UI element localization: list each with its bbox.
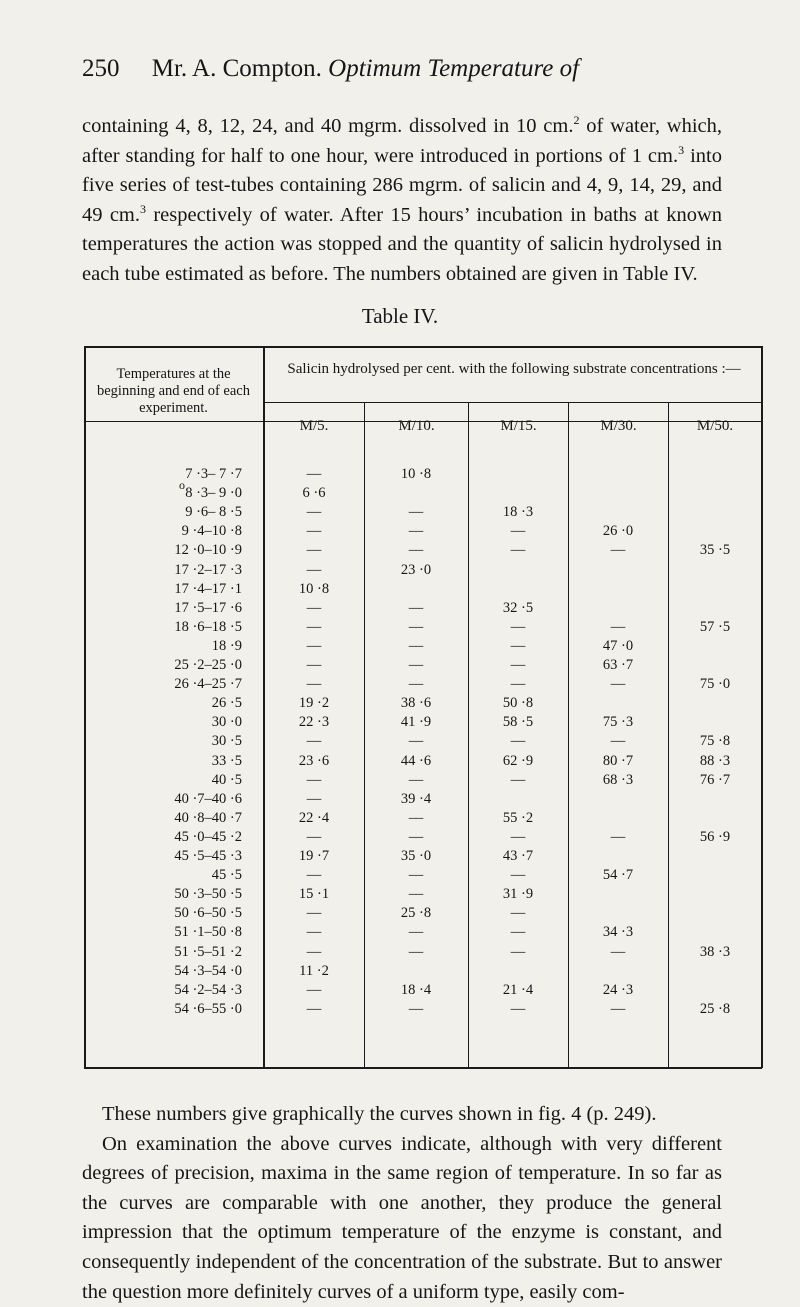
value-cell: 43 ·7 <box>502 848 534 864</box>
paragraph: These numbers give graphically the curves shown in fig. 4 (p. 249). <box>102 1103 657 1125</box>
temperature-cell: 45 ·0–45 ·2 <box>174 828 242 845</box>
value-cell: — <box>610 618 626 635</box>
value-cell: — <box>408 828 424 845</box>
temperature-cell: 8 ·3– 9 ·0 <box>185 485 242 502</box>
temperature-cell: 26 ·5 <box>211 695 242 712</box>
value-cell: — <box>408 733 424 750</box>
table-right-rule <box>761 346 763 1068</box>
column-header: M/5. <box>299 418 329 434</box>
group-header-rule <box>263 402 762 403</box>
column-header: M/15. <box>500 418 537 434</box>
value-cell: 57 ·5 <box>699 618 731 635</box>
value-cell: 10 ·8 <box>298 580 330 597</box>
value-cell: — <box>306 542 322 559</box>
value-cell: — <box>306 523 322 540</box>
value-cell: — <box>408 943 424 960</box>
temperature-cell: 17 ·2–17 ·3 <box>174 561 242 578</box>
value-cell: 44 ·6 <box>400 752 432 769</box>
temperature-cell: 40 ·5 <box>211 771 242 788</box>
value-cell: — <box>306 504 322 521</box>
temperature-cell: 45 ·5–45 ·3 <box>174 848 242 864</box>
value-cell: 38 ·3 <box>699 943 731 960</box>
temperature-cell: 17 ·4–17 ·1 <box>174 580 242 597</box>
value-cell: — <box>408 637 424 654</box>
value-cell: — <box>510 637 526 654</box>
temperature-cell: 30 ·0 <box>211 714 242 731</box>
value-cell: 55 ·2 <box>502 809 534 826</box>
temperature-cell: 9 ·6– 8 ·5 <box>185 504 242 521</box>
temperature-cell: 40 ·7–40 ·6 <box>174 790 242 807</box>
value-cell: — <box>306 1000 322 1017</box>
value-cell: 11 ·2 <box>299 962 329 979</box>
value-cell: — <box>306 981 322 998</box>
intro-text-2: of water, which, after standing for half to one hour, were introduced in portions of 1 cm. <box>82 115 722 167</box>
column-rule <box>568 402 569 1068</box>
value-cell: 54 ·7 <box>602 867 634 884</box>
value-cell: — <box>408 504 424 521</box>
value-cell: — <box>510 828 526 845</box>
value-cell: — <box>306 599 322 616</box>
value-cell: 76 ·7 <box>699 771 731 788</box>
value-cell: — <box>306 867 322 884</box>
value-cell: — <box>610 733 626 750</box>
value-cell: 88 ·3 <box>699 752 731 769</box>
value-cell: 80 ·7 <box>602 752 634 769</box>
value-cell: 39 ·4 <box>400 790 432 807</box>
value-cell: 6 ·6 <box>302 485 326 502</box>
temperature-cell: 54 ·3–54 ·0 <box>174 962 242 979</box>
table-top-rule <box>84 346 762 348</box>
value-cell: 62 ·9 <box>502 752 534 769</box>
temperature-cell: 50 ·3–50 ·5 <box>174 886 242 903</box>
value-cell: — <box>408 771 424 788</box>
superscript: 3 <box>140 201 146 216</box>
value-cell: 25 ·8 <box>699 1000 731 1017</box>
value-cell: — <box>408 618 424 635</box>
data-table <box>84 346 762 1068</box>
value-cell: — <box>306 618 322 635</box>
superscript: 2 <box>573 113 580 127</box>
value-cell: 19 ·2 <box>298 695 330 712</box>
temperature-cell: 54 ·6–55 ·0 <box>174 1000 242 1017</box>
value-cell: 21 ·4 <box>502 981 534 998</box>
value-cell: — <box>408 542 424 559</box>
temperature-cell: 18 ·9 <box>211 637 242 654</box>
value-cell: 68 ·3 <box>602 771 634 788</box>
value-cell: — <box>408 809 424 826</box>
column-rule <box>668 402 669 1068</box>
value-cell: 15 ·1 <box>298 886 330 903</box>
value-cell: — <box>408 599 424 616</box>
value-cell: 31 ·9 <box>502 886 534 903</box>
value-cell: — <box>510 523 526 540</box>
column-rule <box>468 402 469 1068</box>
column-rule <box>364 402 365 1068</box>
group-header: Salicin hydrolysed per cent. with the following substrate concentrations :— <box>287 361 741 377</box>
value-cell: — <box>610 828 626 845</box>
table-bottom-rule <box>84 1067 762 1069</box>
value-cell: — <box>306 905 322 922</box>
temperature-cell: 40 ·8–40 ·7 <box>174 809 242 826</box>
intro-paragraph <box>82 112 722 290</box>
value-cell: — <box>510 943 526 960</box>
temperature-cell: 12 ·0–10 ·9 <box>174 542 242 559</box>
temperature-cell: 50 ·6–50 ·5 <box>174 905 242 922</box>
column-rule <box>263 346 265 1068</box>
running-head <box>82 54 732 84</box>
temperature-cell: 18 ·6–18 ·5 <box>174 618 242 635</box>
value-cell: — <box>510 867 526 884</box>
value-cell: 22 ·4 <box>298 809 330 826</box>
running-head-title: Optimum Temperature of <box>328 55 580 82</box>
value-cell: 22 ·3 <box>298 714 330 731</box>
value-cell: 50 ·8 <box>502 695 534 712</box>
value-cell: — <box>306 657 322 673</box>
value-cell: 58 ·5 <box>502 714 534 731</box>
value-cell: — <box>306 676 322 693</box>
value-cell: — <box>306 828 322 845</box>
value-cell: 32 ·5 <box>502 599 534 616</box>
value-cell: — <box>306 466 322 482</box>
value-cell: — <box>306 637 322 654</box>
value-cell: — <box>510 771 526 788</box>
temperature-cell: 7 ·3– 7 ·7 <box>185 466 242 482</box>
value-cell: 47 ·0 <box>602 637 634 654</box>
value-cell: 56 ·9 <box>699 828 731 845</box>
page-number: 250 <box>82 55 120 82</box>
value-cell: 25 ·8 <box>400 905 432 922</box>
temperature-cell: 30 ·5 <box>211 733 242 750</box>
value-cell: — <box>610 542 626 559</box>
value-cell: — <box>408 886 424 903</box>
value-cell: — <box>408 657 424 673</box>
temperature-cell: 51 ·1–50 ·8 <box>174 924 242 941</box>
value-cell: — <box>306 733 322 750</box>
value-cell: — <box>510 676 526 693</box>
value-cell: — <box>510 542 526 559</box>
degree-mark: o <box>179 478 185 492</box>
value-cell: — <box>610 1000 626 1017</box>
value-cell: 23 ·6 <box>298 752 330 769</box>
value-cell: 35 ·5 <box>699 542 731 559</box>
value-cell: — <box>510 657 526 673</box>
temperature-cell: 17 ·5–17 ·6 <box>174 599 242 616</box>
value-cell: 75 ·8 <box>699 733 731 750</box>
value-cell: — <box>510 618 526 635</box>
value-cell: — <box>610 676 626 693</box>
column-header: M/10. <box>398 418 435 434</box>
value-cell: 26 ·0 <box>602 523 634 540</box>
value-cell: — <box>306 561 322 578</box>
temperature-cell: 54 ·2–54 ·3 <box>174 981 242 998</box>
value-cell: — <box>306 924 322 941</box>
outro-text <box>82 1100 722 1307</box>
value-cell: 23 ·0 <box>400 561 432 578</box>
value-cell: — <box>408 676 424 693</box>
value-cell: 34 ·3 <box>602 924 634 941</box>
value-cell: — <box>408 867 424 884</box>
temperature-cell: 25 ·2–25 ·0 <box>174 657 242 673</box>
running-head-author: Mr. A. Compton. <box>151 55 322 82</box>
temperature-cell: 51 ·5–51 ·2 <box>174 943 242 960</box>
column-header: M/30. <box>600 418 637 434</box>
value-cell: 75 ·3 <box>602 714 634 731</box>
value-cell: 18 ·4 <box>400 981 432 998</box>
value-cell: — <box>610 943 626 960</box>
value-cell: 38 ·6 <box>400 695 432 712</box>
intro-text-1: containing 4, 8, 12, 24, and 40 mgrm. dissolved in 10 cm. <box>82 115 574 137</box>
value-cell: 63 ·7 <box>602 657 634 673</box>
temperature-cell: 45 ·5 <box>211 867 242 884</box>
value-cell: 75 ·0 <box>699 676 731 693</box>
table-caption: Table IV. <box>361 304 439 328</box>
row-header: Temperatures at the beginning and end of each experiment. <box>96 366 250 416</box>
intro-text-3: into five series of test-tubes containing 286 mgrm. of salicin and 4, 9, 14, 29, and 49 cm. <box>82 144 722 226</box>
value-cell: 35 ·0 <box>400 848 432 864</box>
value-cell: — <box>306 790 322 807</box>
value-cell: 19 ·7 <box>298 848 330 864</box>
paragraph: On examination the above curves indicate, although with very different degrees of precision, maxima in the same region of temperature. In so far as the curves are comparable with one another, they produce the general impression that the optimum temperature of the enzyme is constant, and consequently independent of the concentration of the substrate. But to answer the question more definitely curves of a uniform type, easily com- <box>82 1132 722 1303</box>
temperature-cell: 26 ·4–25 ·7 <box>174 676 242 693</box>
value-cell: — <box>408 1000 424 1017</box>
value-cell: — <box>510 733 526 750</box>
superscript: 3 <box>678 142 685 157</box>
intro-text-4: respectively of water. After 15 hours’ incubation in baths at known temperatures the action was stopped and the quantity of salicin hydrolysed in each tube estimated as before. The numbers obtained are given in Table IV. <box>82 203 723 285</box>
value-cell: 10 ·8 <box>400 466 432 482</box>
value-cell: — <box>510 905 526 922</box>
temperature-cell: 9 ·4–10 ·8 <box>181 523 242 540</box>
value-cell: — <box>510 1000 526 1017</box>
value-cell: 24 ·3 <box>602 981 634 998</box>
value-cell: — <box>408 523 424 540</box>
value-cell: 18 ·3 <box>502 504 534 521</box>
value-cell: — <box>408 924 424 941</box>
value-cell: — <box>306 771 322 788</box>
temperature-cell: 33 ·5 <box>211 752 242 769</box>
value-cell: — <box>510 924 526 941</box>
value-cell: 41 ·9 <box>400 714 432 731</box>
value-cell: — <box>306 943 322 960</box>
column-header: M/50. <box>696 418 734 434</box>
